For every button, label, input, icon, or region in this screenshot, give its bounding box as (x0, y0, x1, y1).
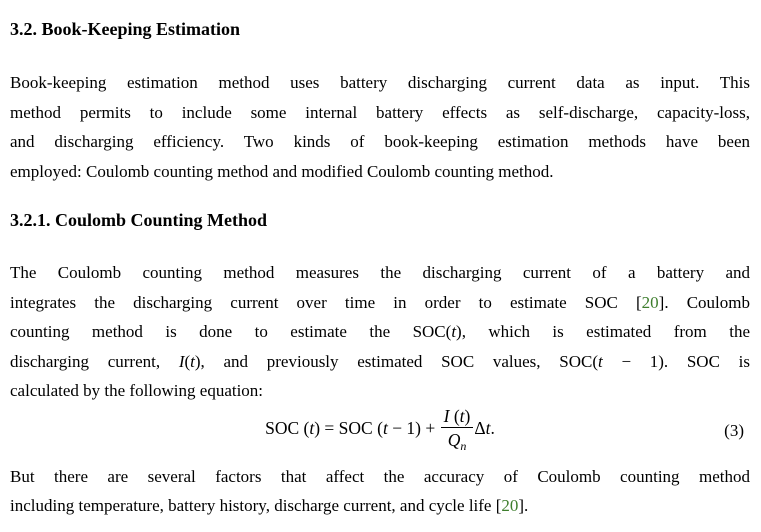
text-line (10, 317, 750, 347)
text-segment: t (459, 405, 465, 426)
text-segment: calculated by the following equation: (10, 381, 264, 400)
text-segment: discharging current, (10, 351, 179, 371)
text-line (10, 347, 750, 377)
citation-link[interactable]: 20 (641, 292, 659, 312)
text-line (10, 288, 750, 318)
text-segment: t (598, 351, 603, 371)
text-segment: I (443, 405, 450, 426)
text-segment: t (309, 417, 315, 438)
fraction-bar (441, 427, 474, 428)
text-line (10, 127, 750, 157)
text-line (10, 68, 750, 98)
fraction-denominator (445, 429, 470, 453)
section-heading-3-2-1: 3.2.1. Coulomb Counting Method (10, 210, 268, 230)
text-segment: and discharging efficiency. Two kinds of book-keeping estimation methods have been (10, 132, 750, 151)
text-segment: t (190, 351, 195, 371)
text-line (10, 491, 750, 521)
text-segment: Q (447, 429, 461, 450)
text-line (10, 462, 750, 492)
text-segment: ]. (518, 496, 529, 516)
text-segment: − 1). SOC is (602, 351, 750, 371)
text-segment: integrates the discharging current over time in order to estimate SOC [ (10, 292, 642, 312)
text-segment: employed: Coulomb counting method and modified Coulomb counting method. (10, 161, 554, 181)
citation-link[interactable]: 20 (501, 496, 519, 516)
text-segment: The Coulomb counting method measures the discharging current of a battery and (10, 263, 750, 282)
text-segment: Δ (474, 417, 486, 438)
text-segment: ( (184, 351, 191, 371)
text-segment: t (382, 417, 388, 438)
text-segment: ]. Coulomb (658, 292, 750, 312)
text-segment: counting method is done to estimate the SOC( (10, 322, 452, 341)
fraction (441, 405, 474, 453)
paragraph-accuracy-factors (10, 462, 750, 521)
text-segment: Book-keeping estimation method uses battery discharging current data as input. This (10, 73, 750, 92)
text-segment: SOC ( (265, 417, 310, 438)
text-segment: . (490, 417, 495, 438)
text-segment: But there are several factors that affect the accuracy of Coulomb counting method (10, 466, 750, 486)
text-segment: n (460, 438, 467, 453)
equation-soc (10, 400, 750, 462)
text-segment: ) (464, 405, 471, 426)
text-segment: I (178, 351, 185, 371)
text-line (10, 98, 750, 128)
text-line (10, 157, 750, 187)
text-segment: ( (449, 405, 460, 426)
text-segment: t (485, 417, 491, 438)
text-segment: ), and previously estimated SOC values, SOC( (194, 351, 598, 371)
paragraph-book-keeping (10, 68, 750, 186)
paragraph-coulomb-counting (10, 258, 750, 406)
text-line (10, 258, 750, 288)
text-segment: ) = SOC ( (314, 417, 383, 438)
fraction-numerator (441, 406, 474, 426)
equation-body (265, 405, 495, 453)
section-heading-3-2: 3.2. Book-Keeping Estimation (10, 19, 241, 39)
text-segment: − 1) + (387, 417, 440, 438)
text-segment: method permits to include some internal battery effects as self-discharge, capacity-loss, (10, 102, 750, 122)
text-segment: t (451, 322, 457, 341)
text-segment: including temperature, battery history, discharge current, and cycle life [ (10, 496, 502, 516)
text-segment: ), which is estimated from the (456, 322, 750, 341)
equation-number: (3) (724, 420, 744, 440)
